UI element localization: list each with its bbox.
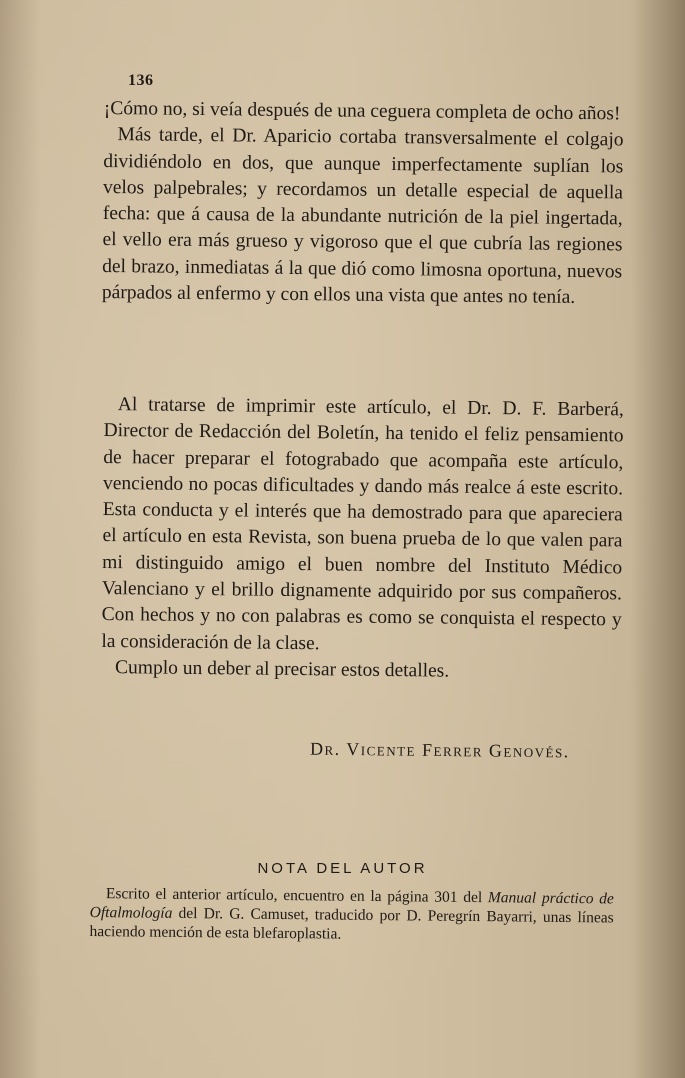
note-title: NOTA DEL AUTOR bbox=[257, 860, 428, 877]
note-text-after: del Dr. G. Camuset, traducido por D. Peregrín Bayarri, unas líneas haciendo mención de esta blefaroplastia. bbox=[89, 904, 614, 943]
note-paragraph bbox=[89, 884, 614, 946]
author-note bbox=[89, 884, 614, 946]
paragraph-1: ¡Cómo no, si veía después de una ceguera completa de ocho años! bbox=[103, 97, 621, 125]
note-text-before: Escrito el anterior artículo, encuentro en la página 301 del bbox=[105, 885, 489, 907]
text-block-1 bbox=[102, 96, 624, 312]
page-number: 136 bbox=[128, 72, 154, 89]
paragraph-2: Más tarde, el Dr. Aparicio cortaba transversalmente el colgajo dividiéndolo en dos, que aunque imperfectamente suplían los velos palpebrales; y recordamos un detalle especial de aquella fecha: que á causa de la abundante nutrición de la piel ingertada, el vello era más grueso y vigoroso que el que cubría las regiones del brazo, inmediatas á la que dió como limosna oportuna, nuevos párpados al enfermo y con ellos una vista que antes no tenía. bbox=[101, 124, 624, 309]
paragraph-3: Al tratarse de imprimir este artículo, el Dr. D. F. Barberá, Director de Redacción del Boletín, ha tenido el feliz pensamiento de hacer preparar el fotograbado que acompaña este artículo, venciendo no pocas dificultades y dando más realce á este escrito. Esta conducta y el interés que ha demostrado para que apareciera el artículo en esta Revista, son buena prueba de lo que valen para mi distinguido amigo el buen nombre del Instituto Médico Valenciano y el brillo dignamente adquirido por sus compañeros. Con hechos y no con palabras es como se conquista el respecto y la consideración de la clase. bbox=[101, 394, 624, 654]
author-signature: Dr. Vicente Ferrer Genovés. bbox=[309, 738, 570, 762]
paragraph-4: Cumplo un deber al precisar estos detalles. bbox=[115, 657, 450, 682]
note-book-title: Manual práctico de Oftalmología bbox=[89, 889, 614, 922]
text-block-2 bbox=[101, 392, 624, 687]
